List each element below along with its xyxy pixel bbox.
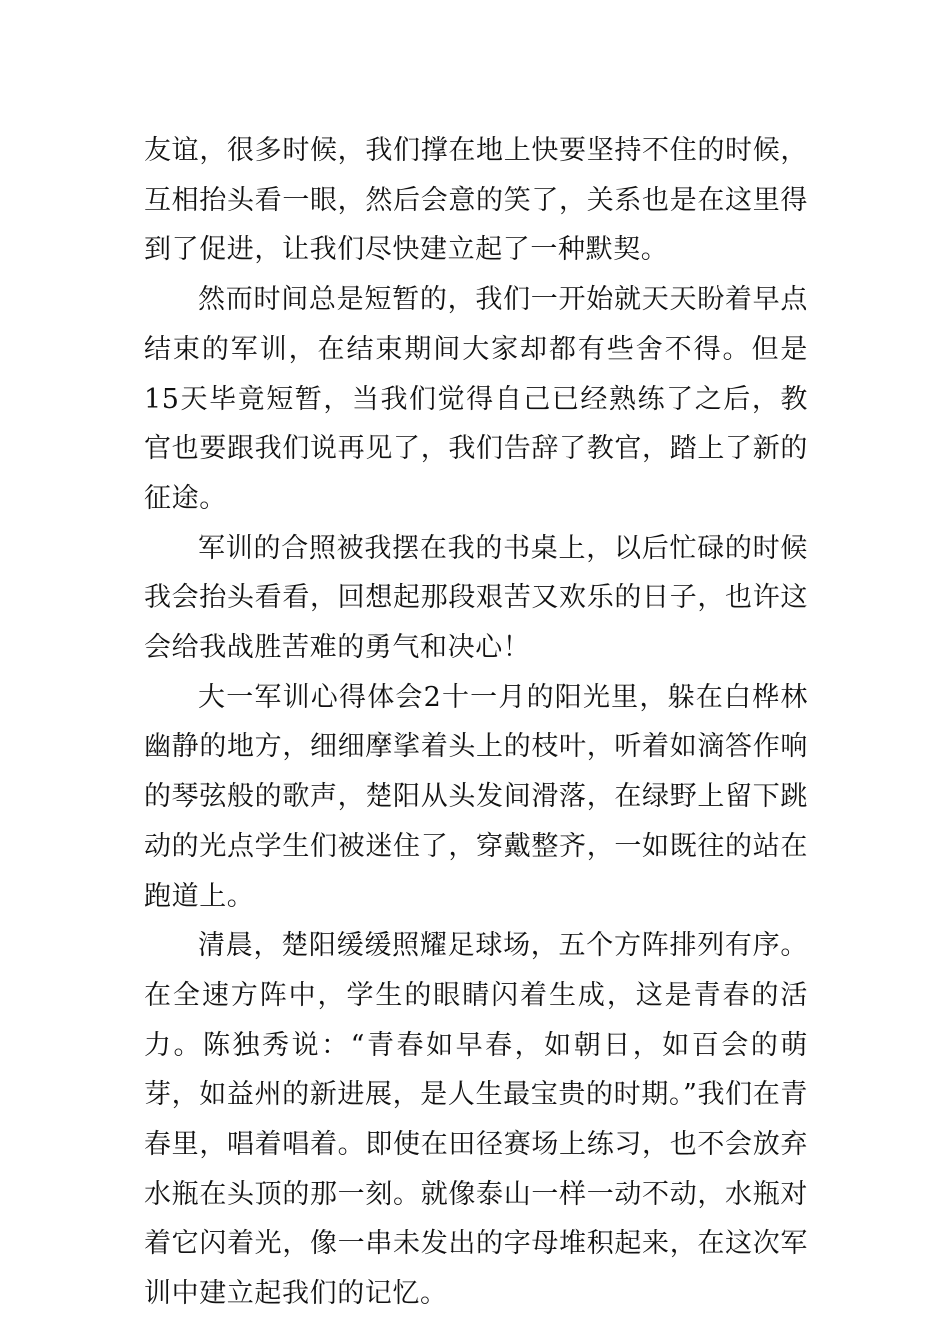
paragraph-4: 大一军训心得体会2十一月的阳光里，躲在白桦林幽静的地方，细细摩挲着头上的枝叶，听着如滴答作响的琴弦般的歌声，楚阳从头发间滑落，在绿野上留下跳动的光点学生们被迷住了，穿戴整齐，一如既往的站在跑道上。 bbox=[144, 681, 808, 912]
document-body bbox=[144, 126, 808, 1319]
paragraph-3: 军训的合照被我摆在我的书桌上，以后忙碌的时候我会抬头看看，回想起那段艰苦又欢乐的日子，也许这会给我战胜苦难的勇气和决心！ bbox=[144, 532, 808, 664]
paragraph-2: 然而时间总是短暂的，我们一开始就天天盼着早点结束的军训，在结束期间大家却都有些舍不得。但是15天毕竟短暂，当我们觉得自己已经熟练了之后，教官也要跟我们说再见了，我们告辞了教官，踏上了新的征途。 bbox=[144, 284, 808, 514]
paragraph-1: 友谊，很多时候，我们撑在地上快要坚持不住的时候，互相抬头看一眼，然后会意的笑了，关系也是在这里得到了促进，让我们尽快建立起了一种默契。 bbox=[144, 135, 808, 266]
paragraph-5: 清晨，楚阳缓缓照耀足球场，五个方阵排列有序。在全速方阵中，学生的眼睛闪着生成，这是青春的活力。陈独秀说：“青春如早春，如朝日，如百会的萌芽，如益州的新进展，是人生最宝贵的时期。”我们在青春里，唱着唱着。即使在田径赛场上练习，也不会放弃水瓶在头顶的那一刻。就像泰山一样一动不动，水瓶对着它闪着光，像一串未发出的字母堆积起来，在这次军训中建立起我们的记忆。 bbox=[144, 930, 808, 1310]
